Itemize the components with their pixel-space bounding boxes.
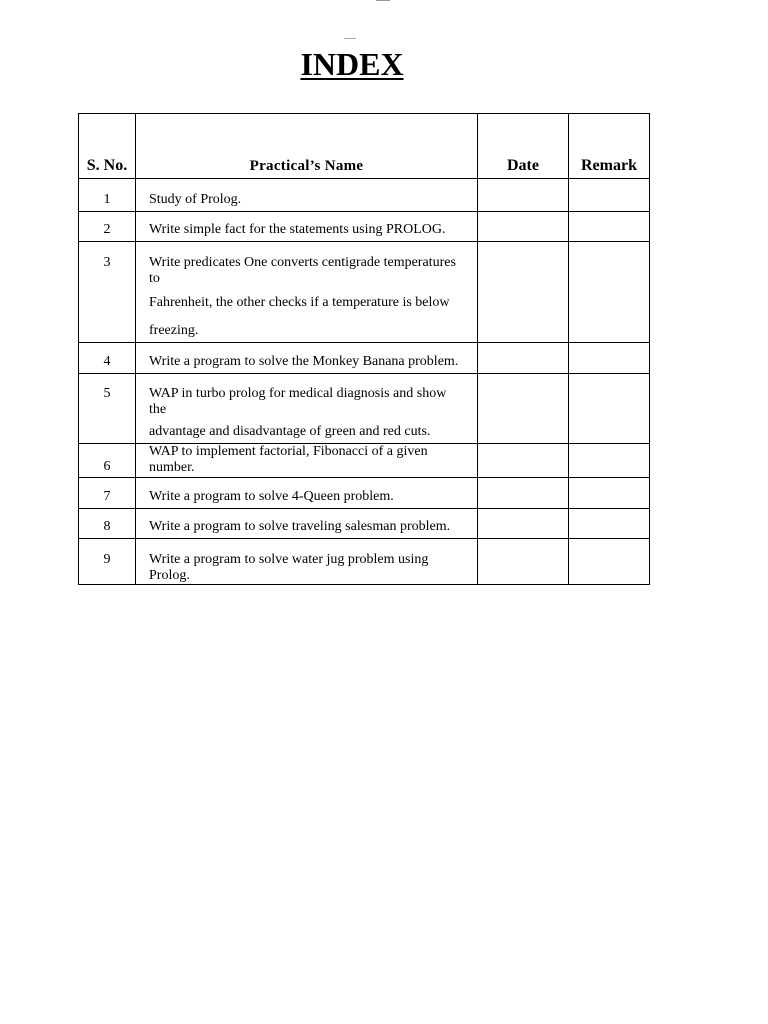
row-sno: 1 [79,179,136,212]
name-line: WAP to implement factorial, Fibonacci of a given [149,444,428,459]
top-rule-mark [376,0,390,1]
row-sno: 4 [79,343,136,374]
row-remark [569,212,650,242]
name-line: Fahrenheit, the other checks if a temperature is below [149,295,450,310]
name-line: to [149,271,160,286]
row-practical-name [136,509,478,539]
row-practical-name [136,212,478,242]
name-line: Write a program to solve the Monkey Banana problem. [149,354,459,369]
row-practical-name [136,444,478,478]
row-remark [569,444,650,478]
header-remark: Remark [569,114,650,179]
name-line: Write predicates One converts centigrade temperatures [149,255,456,270]
header-sno: S. No. [79,114,136,179]
row-remark [569,242,650,343]
table-row [79,179,650,212]
name-line: number. [149,460,195,475]
name-line: Prolog. [149,568,190,583]
index-table [78,113,650,585]
row-date [478,478,569,509]
header-date: Date [478,114,569,179]
header-row [79,114,650,179]
row-practical-name [136,242,478,343]
table-row [79,478,650,509]
row-sno: 3 [79,242,136,343]
table-row [79,539,650,585]
name-line: the [149,402,167,417]
table-row [79,212,650,242]
name-line: freezing. [149,323,199,338]
row-sno: 8 [79,509,136,539]
row-date [478,374,569,444]
row-remark [569,509,650,539]
row-remark [569,343,650,374]
name-line: WAP in turbo prolog for medical diagnosis and show [149,386,447,401]
row-date [478,179,569,212]
row-practical-name [136,343,478,374]
row-remark [569,539,650,585]
page-title: INDEX [300,46,404,82]
table-row [79,509,650,539]
row-practical-name [136,478,478,509]
row-date [478,242,569,343]
name-line: Write a program to solve 4-Queen problem. [149,489,394,504]
row-remark [569,478,650,509]
row-sno: 5 [79,374,136,444]
table-row [79,343,650,374]
row-sno: 9 [79,539,136,585]
name-line: Write a program to solve water jug problem using [149,552,429,567]
name-line: Study of Prolog. [149,192,242,207]
row-date [478,212,569,242]
row-practical-name [136,539,478,585]
row-practical-name [136,179,478,212]
row-sno: 2 [79,212,136,242]
row-sno: 6 [79,444,136,478]
row-sno: 7 [79,478,136,509]
table-row [79,242,650,343]
name-line: Write a program to solve traveling salesman problem. [149,519,451,534]
row-date [478,509,569,539]
name-line: Write simple fact for the statements using PROLOG. [149,222,446,237]
row-date [478,444,569,478]
table-row [79,444,650,478]
row-practical-name [136,374,478,444]
row-remark [569,179,650,212]
name-line: advantage and disadvantage of green and red cuts. [149,424,431,439]
row-date [478,539,569,585]
small-rule-mark [344,38,356,39]
row-remark [569,374,650,444]
table-row [79,374,650,444]
header-practical-name: Practical’s Name [136,114,478,179]
row-date [478,343,569,374]
